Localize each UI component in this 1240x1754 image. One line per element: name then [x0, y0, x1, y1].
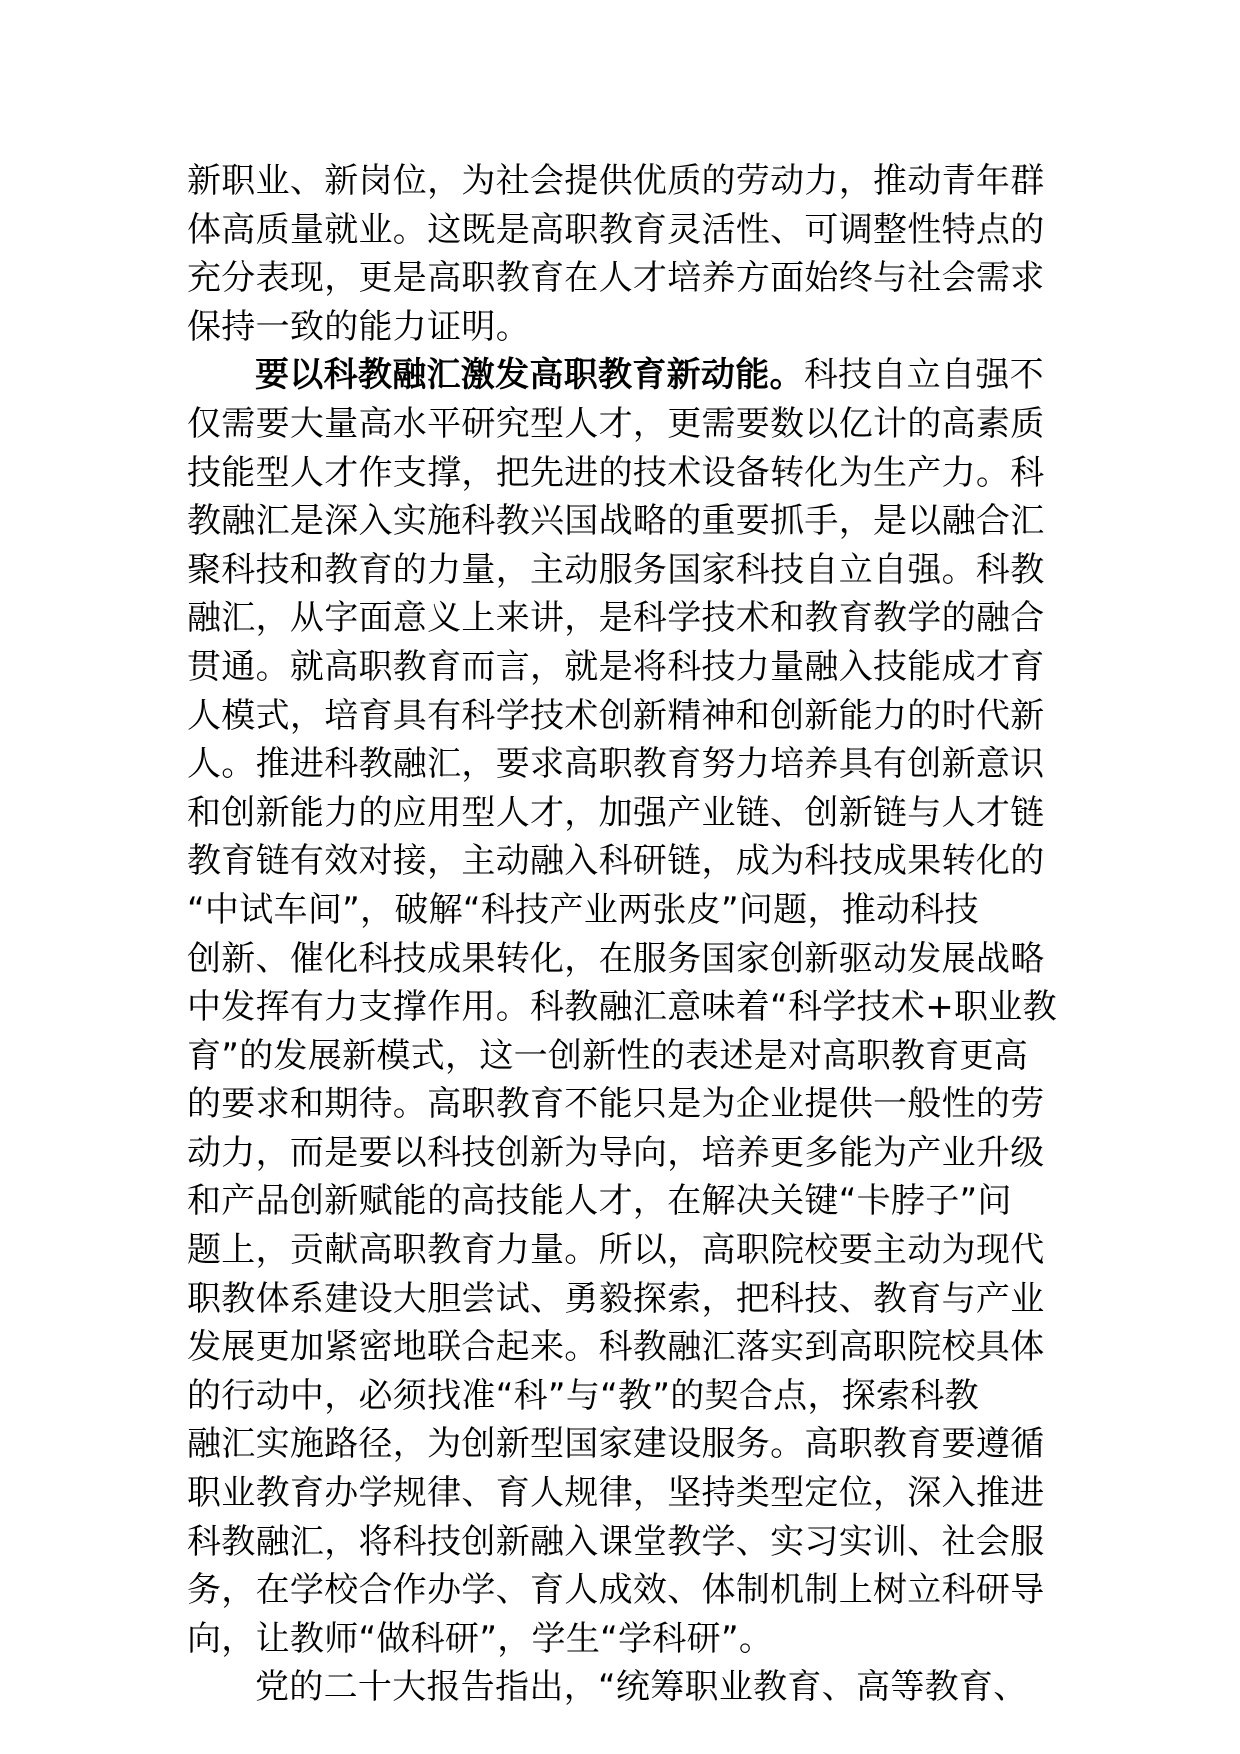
text-line: 保持一致的能力证明。 [187, 306, 530, 347]
text-line: 贯通。就高职教育而言，就是将科技力量融入技能成才育 [187, 646, 1045, 687]
text-line: 和产品创新赋能的高技能人才，在解决关键“卡脖子”问 [187, 1181, 1012, 1222]
text-line: 育”的发展新模式，这一创新性的表述是对高职教育更高 [187, 1035, 1029, 1076]
text-line: 充分表现，更是高职教育在人才培养方面始终与社会需求 [187, 258, 1045, 299]
text-line: “中试车间”，破解“科技产业两张皮”问题，推动科技 [187, 889, 979, 930]
text-line: 技能型人才作支撑，把先进的技术设备转化为生产力。科 [187, 452, 1045, 493]
text-line: 聚科技和教育的力量，主动服务国家科技自立自强。科教 [187, 549, 1045, 590]
text-line: 创新、催化科技成果转化，在服务国家创新驱动发展战略 [187, 938, 1045, 979]
text-line: 的要求和期待。高职教育不能只是为企业提供一般性的劳 [187, 1084, 1045, 1125]
text-line: 仅需要大量高水平研究型人才，更需要数以亿计的高素质 [187, 403, 1045, 444]
text-line: 融汇实施路径，为创新型国家建设服务。高职教育要遵循 [187, 1424, 1045, 1465]
text-line: 中发挥有力支撑作用。科教融汇意味着“科学技术+职业教 [187, 987, 1057, 1028]
text-line: 人。推进科教融汇，要求高职教育努力培养具有创新意识 [187, 744, 1045, 785]
text-line: 教融汇是深入实施科教兴国战略的重要抓手，是以融合汇 [187, 501, 1045, 542]
paragraph-3 [187, 1663, 1057, 1712]
body-text [187, 157, 1057, 1712]
text-line: 教育链有效对接，主动融入科研链，成为科技成果转化的 [187, 841, 1045, 882]
text-line: 职业教育办学规律、育人规律，坚持类型定位，深入推进 [187, 1473, 1045, 1514]
text-line: 人模式，培育具有科学技术创新精神和创新能力的时代新 [187, 695, 1045, 736]
text-line: 体高质量就业。这既是高职教育灵活性、可调整性特点的 [187, 209, 1045, 250]
text-line: 的行动中，必须找准“科”与“教”的契合点，探索科教 [187, 1375, 979, 1416]
text-line: 新职业、新岗位，为社会提供优质的劳动力，推动青年群 [187, 161, 1045, 201]
text-line: 发展更加紧密地联合起来。科教融汇落实到高职院校具体 [187, 1327, 1045, 1368]
text-line [187, 351, 1057, 400]
heading-line-rest: 科技自立自强不 [803, 355, 1044, 396]
text-line: 党的二十大报告指出，“统筹职业教育、高等教育、 [255, 1667, 1028, 1708]
text-line: 融汇，从字面意义上来讲，是科学技术和教育教学的融合 [187, 598, 1045, 639]
text-line: 科教融汇，将科技创新融入课堂教学、实习实训、社会服 [187, 1521, 1045, 1562]
section-heading: 要以科教融汇激发高职教育新动能。 [255, 355, 804, 396]
paragraph-2 [187, 351, 1057, 1663]
text-line: 动力，而是要以科技创新为导向，培养更多能为产业升级 [187, 1132, 1045, 1173]
text-line: 务，在学校合作办学、育人成效、体制机制上树立科研导 [187, 1570, 1045, 1611]
paragraph-1 [187, 157, 1057, 351]
text-line: 和创新能力的应用型人才，加强产业链、创新链与人才链 [187, 792, 1045, 833]
text-line: 向，让教师“做科研”，学生“学科研”。 [187, 1618, 774, 1659]
text-line: 职教体系建设大胆尝试、勇毅探索，把科技、教育与产业 [187, 1278, 1045, 1319]
text-line: 题上，贡献高职教育力量。所以，高职院校要主动为现代 [187, 1230, 1045, 1271]
